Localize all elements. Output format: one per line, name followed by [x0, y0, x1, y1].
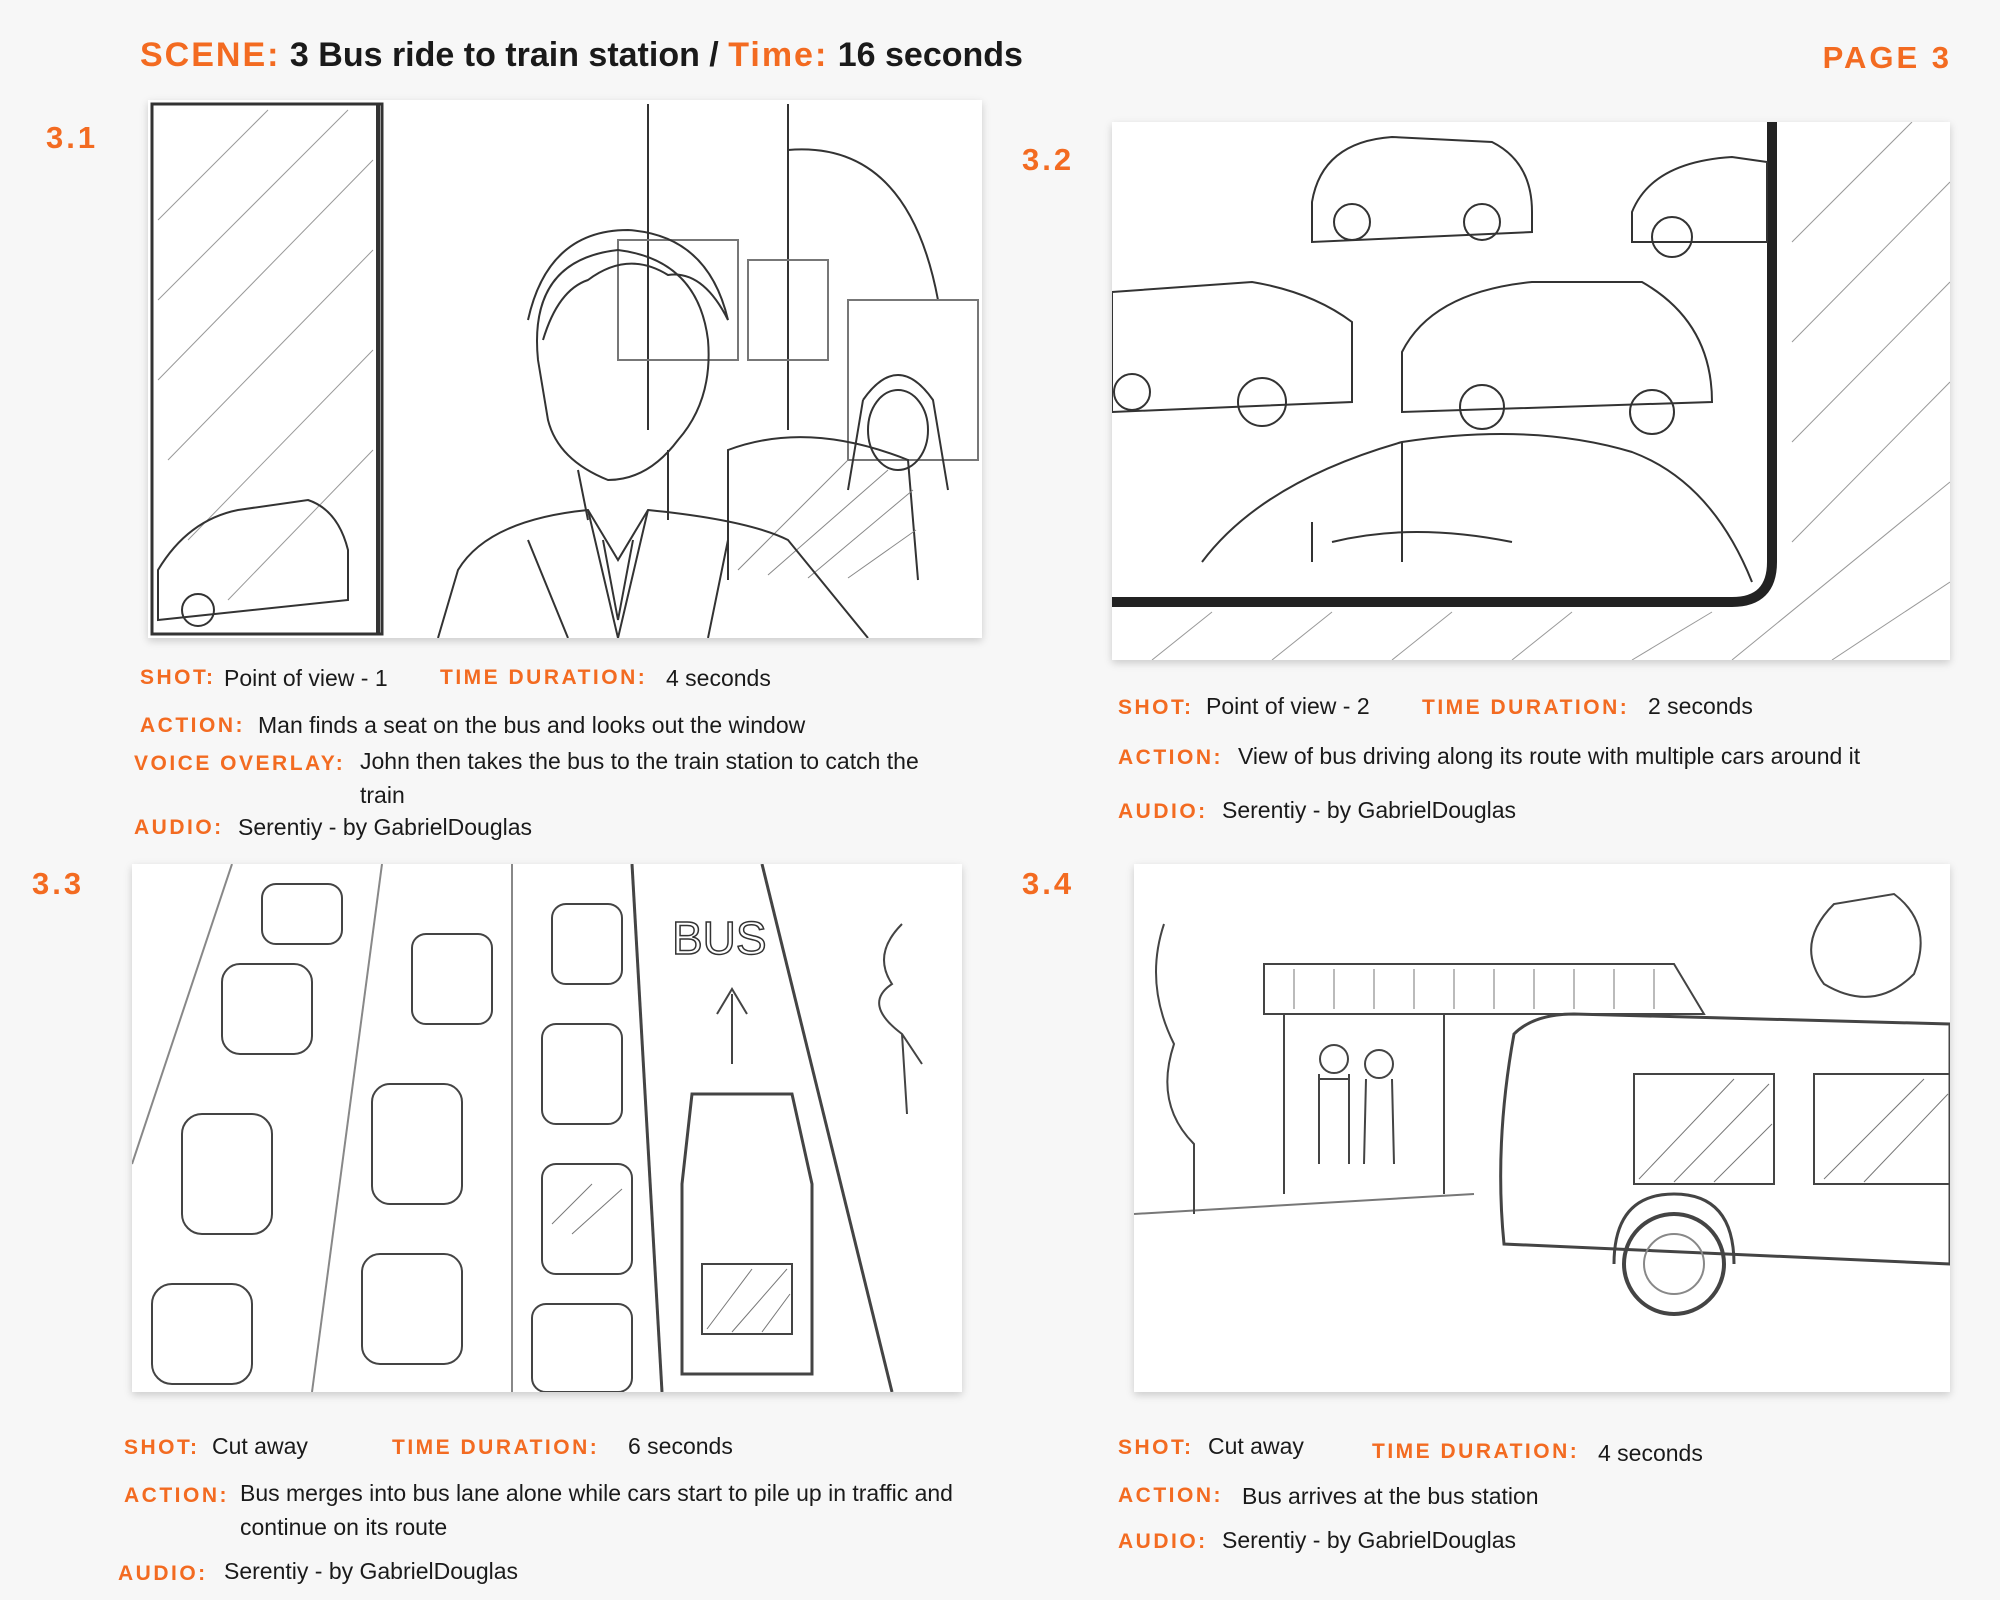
value-time-duration-3-3: 6 seconds [628, 1433, 733, 1459]
value-shot-3-2: Point of view - 2 [1206, 693, 1370, 719]
label-action-3-4: ACTION: [1118, 1484, 1223, 1507]
label-action-3-2: ACTION: [1118, 746, 1223, 769]
value-action-3-1: Man finds a seat on the bus and looks out the window [258, 712, 806, 738]
shot-number-3-3: 3.3 [32, 866, 85, 901]
shot-number-3-2: 3.2 [1022, 142, 1075, 177]
value-audio-3-1: Serentiy - by GabrielDouglas [238, 814, 533, 840]
value-audio-3-4: Serentiy - by GabrielDouglas [1222, 1527, 1517, 1553]
label-time-duration-3-1: TIME DURATION: [440, 666, 648, 689]
scene-label: SCENE: [140, 36, 281, 74]
scene-header [140, 36, 1023, 75]
shot-number-3-4: 3.4 [1022, 866, 1075, 901]
value-shot-3-1: Point of view - 1 [224, 665, 388, 691]
sketch-frame-3-1 [148, 100, 982, 638]
value-voice-overlay-3-1: John then takes the bus to the train station to catch the train [360, 748, 919, 808]
shot-number-3-1: 3.1 [46, 120, 99, 155]
label-voice-overlay-3-1: VOICE OVERLAY: [134, 752, 346, 775]
value-shot-3-3: Cut away [212, 1433, 308, 1459]
value-action-3-4: Bus arrives at the bus station [1242, 1483, 1539, 1509]
scene-value: 3 Bus ride to train station / [289, 36, 719, 74]
value-time-duration-3-4: 4 seconds [1598, 1440, 1703, 1466]
sketch-frame-3-3 [132, 864, 962, 1392]
sketch-frame-3-4 [1134, 864, 1950, 1392]
label-audio-3-3: AUDIO: [118, 1562, 208, 1585]
label-time-duration-3-3: TIME DURATION: [392, 1436, 600, 1459]
label-action-3-1: ACTION: [140, 714, 245, 737]
value-audio-3-2: Serentiy - by GabrielDouglas [1222, 797, 1517, 823]
sketch-frame-3-2 [1112, 122, 1950, 660]
sketch-bus-station [1134, 864, 1950, 1392]
value-action-3-2: View of bus driving along its route with multiple cars around it [1238, 743, 1861, 769]
value-time-duration-3-1: 4 seconds [666, 665, 771, 691]
label-audio-3-1: AUDIO: [134, 816, 224, 839]
value-shot-3-4: Cut away [1208, 1433, 1304, 1459]
value-action-3-3: Bus merges into bus lane alone while cars start to pile up in traffic and continue on its route [240, 1480, 953, 1540]
label-audio-3-2: AUDIO: [1118, 800, 1208, 823]
label-shot-3-2: SHOT: [1118, 696, 1194, 719]
label-time-duration-3-2: TIME DURATION: [1422, 696, 1630, 719]
time-label: Time: [728, 36, 829, 74]
page-number: PAGE 3 [1822, 40, 1952, 75]
sketch-bus-lane-text: BUS [672, 912, 767, 964]
sketch-traffic-view [1112, 122, 1950, 660]
label-time-duration-3-4: TIME DURATION: [1372, 1440, 1580, 1463]
value-time-duration-3-2: 2 seconds [1648, 693, 1753, 719]
label-shot-3-3: SHOT: [124, 1436, 200, 1459]
time-value: 16 seconds [837, 36, 1023, 74]
label-shot-3-1: SHOT: [140, 666, 216, 689]
value-audio-3-3: Serentiy - by GabrielDouglas [224, 1558, 519, 1584]
label-action-3-3: ACTION: [124, 1484, 229, 1507]
sketch-bus-lane [132, 864, 962, 1392]
label-audio-3-4: AUDIO: [1118, 1530, 1208, 1553]
sketch-man-on-bus [148, 100, 982, 638]
label-shot-3-4: SHOT: [1118, 1436, 1194, 1459]
